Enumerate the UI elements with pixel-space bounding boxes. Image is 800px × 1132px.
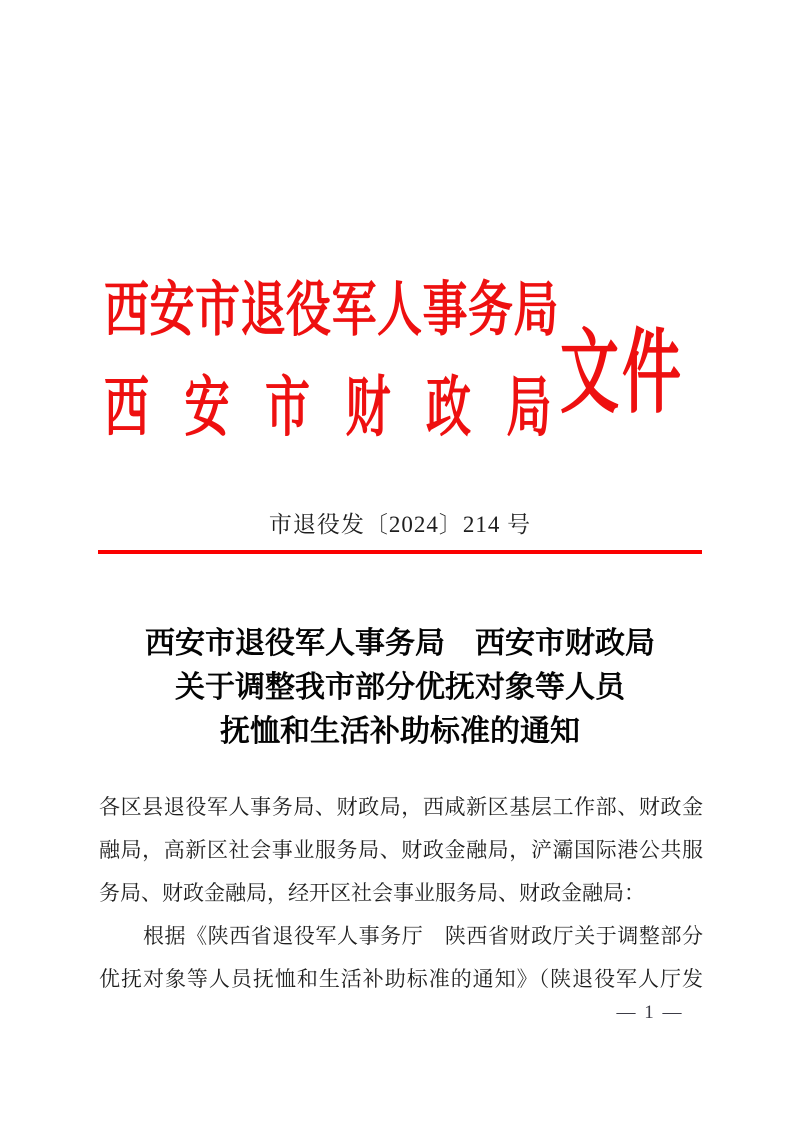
title-line-3: 抚恤和生活补助标准的通知 — [220, 715, 580, 748]
body-line: 优抚对象等人员抚恤和生活补助标准的通知》（陕退役军人厅发 — [99, 967, 703, 991]
body-line: 融局，高新区社会事业服务局、财政金融局，浐灞国际港公共服 — [99, 838, 703, 862]
letterhead-document-word: 文件 — [560, 321, 685, 425]
letterhead-org-line-2: 西安市财政局 — [104, 371, 588, 445]
letterhead-org-line-1: 西安市退役军人事务局 — [104, 277, 560, 344]
document-title — [0, 622, 800, 754]
page-number: — 1 — — [616, 1002, 684, 1023]
title-line-2: 关于调整我市部分优抚对象等人员 — [175, 671, 625, 704]
body-line: 务局、财政金融局，经开区社会事业服务局、财政金融局： — [99, 881, 645, 905]
document-number: 市退役发〔2024〕214 号 — [268, 512, 532, 537]
document-body — [99, 786, 703, 1001]
body-line: 各区县退役军人事务局、财政局，西咸新区基层工作部、财政金 — [99, 795, 703, 819]
red-divider-line — [98, 550, 702, 554]
title-line-1: 西安市退役军人事务局 西安市财政局 — [145, 627, 655, 660]
body-line: 根据《陕西省退役军人事务厅 陕西省财政厅关于调整部分 — [143, 924, 703, 948]
